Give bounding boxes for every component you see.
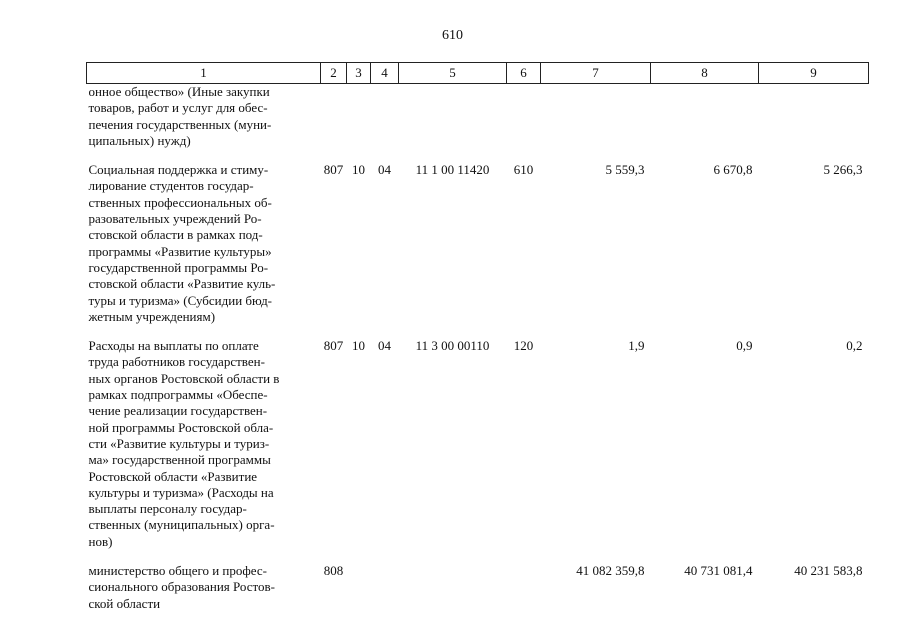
cell-amount-3 (759, 84, 869, 163)
description-line: ципальных) нужд) (88, 132, 191, 148)
cell-amount-2: 0,9 (736, 338, 753, 354)
description-line: разовательных учреждений Ро- (88, 211, 262, 227)
cell-target-article (399, 84, 507, 163)
row-description (87, 338, 321, 563)
cell-ministry-code: 807 (323, 338, 344, 354)
cell-amount-1: 1,9 (628, 338, 645, 354)
cell-amount-3: 5 266,3 (823, 162, 863, 178)
cell-amount-2: 40 731 081,4 (684, 563, 753, 579)
description-line: рамках подпрограммы «Обеспе- (88, 387, 268, 403)
cell-amount-1 (541, 84, 651, 163)
cell-expense-type (507, 563, 541, 625)
description-line: сти «Развитие культуры и туриз- (88, 435, 270, 451)
column-header-2: 2 (321, 63, 347, 84)
cell-amount-2 (651, 84, 759, 163)
description-line: государственной программы Ро- (88, 259, 269, 275)
page-number: 610 (442, 28, 463, 43)
cell-expense-type: 610 (513, 162, 534, 178)
cell-ministry-code (321, 84, 347, 163)
table-row (87, 563, 869, 625)
cell-target-article (399, 563, 507, 625)
cell-subsection (371, 84, 399, 163)
description-line: труда работников государствен- (88, 354, 265, 370)
cell-expense-type: 120 (513, 338, 534, 354)
table-row (87, 162, 869, 338)
cell-target-article: 11 1 00 11420 (415, 162, 490, 178)
description-line: ной программы Ростовской обла- (88, 419, 274, 435)
cell-amount-2: 6 670,8 (713, 162, 753, 178)
cell-ministry-code: 807 (323, 162, 344, 178)
description-line: сионального образования Ростов- (88, 579, 276, 595)
description-line: лирование студентов государ- (88, 178, 254, 194)
row-description (87, 84, 321, 163)
description-line: Социальная поддержка и стиму- (88, 162, 269, 178)
description-line: ской области (88, 595, 161, 611)
description-line: ственных (муниципальных) орга- (88, 517, 275, 533)
cell-subsection: 04 (378, 162, 391, 178)
row-description (87, 162, 321, 338)
cell-amount-1: 41 082 359,8 (576, 563, 645, 579)
description-line: стовской области «Развитие куль- (88, 276, 276, 292)
column-header-1: 1 (87, 63, 321, 84)
table-row (87, 84, 869, 163)
column-header-5: 5 (399, 63, 507, 84)
column-header-8: 8 (651, 63, 759, 84)
description-line: программы «Развитие культуры» (88, 243, 272, 259)
description-line: выплаты персоналу государ- (88, 501, 247, 517)
cell-amount-1: 5 559,3 (605, 162, 645, 178)
description-line: Расходы на выплаты по оплате (88, 338, 259, 354)
description-line: Ростовской области «Развитие (88, 468, 258, 484)
description-line: стовской области в рамках под- (88, 227, 263, 243)
cell-amount-3: 0,2 (846, 338, 863, 354)
cell-section: 10 (352, 338, 365, 354)
cell-section (347, 563, 371, 625)
table-row (87, 338, 869, 563)
column-header-7: 7 (541, 63, 651, 84)
description-line: ных органов Ростовской области в (88, 370, 280, 386)
description-line: чение реализации государствен- (88, 403, 268, 419)
description-line: министерство общего и профес- (88, 563, 268, 579)
header-row (87, 63, 869, 84)
cell-subsection (371, 563, 399, 625)
description-line: печения государственных (муни- (88, 116, 272, 132)
cell-target-article: 11 3 00 00110 (415, 338, 490, 354)
row-description (87, 563, 321, 625)
description-line: товаров, работ и услуг для обес- (88, 100, 268, 116)
description-line: туры и туризма» (Субсидии бюд- (88, 292, 273, 308)
cell-section (347, 84, 371, 163)
cell-subsection: 04 (378, 338, 391, 354)
cell-section: 10 (352, 162, 365, 178)
description-line: ма» государственной программы (88, 452, 271, 468)
column-header-4: 4 (371, 63, 399, 84)
description-line: культуры и туризма» (Расходы на (88, 484, 274, 500)
cell-expense-type (507, 84, 541, 163)
description-line: нов) (88, 533, 113, 549)
description-line: ственных профессиональных об- (88, 194, 272, 210)
column-header-6: 6 (507, 63, 541, 84)
description-line: жетным учреждениям) (88, 308, 216, 324)
cell-ministry-code: 808 (323, 563, 344, 579)
cell-amount-3: 40 231 583,8 (794, 563, 863, 579)
description-line: онное общество» (Иные закупки (88, 84, 270, 99)
budget-table (86, 62, 869, 625)
column-header-3: 3 (347, 63, 371, 84)
column-header-9: 9 (759, 63, 869, 84)
